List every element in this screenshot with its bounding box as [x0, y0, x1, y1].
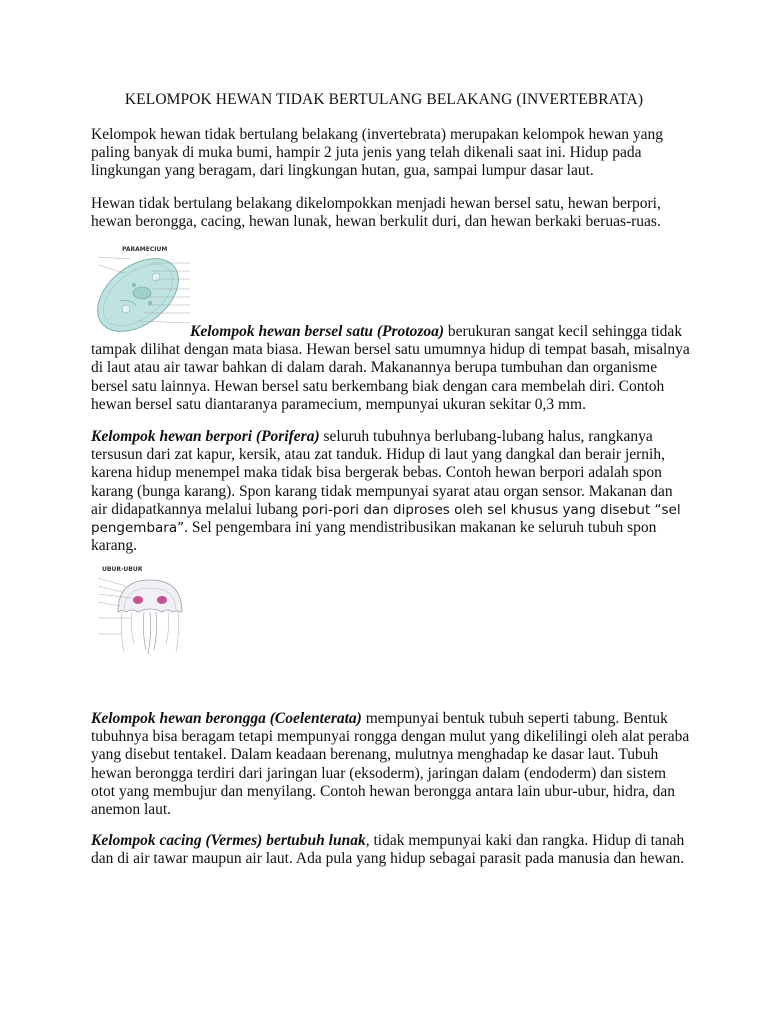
- coelenterata-heading: Kelompok hewan berongga (Coelenterata): [91, 710, 362, 727]
- vermes-text: , tidak mempunyai kaki dan rangka. Hidup di tanah dan di air tawar maupun air laut. Ada pula yang hidup sebagai parasit pada manusia dan hewan.: [91, 832, 685, 868]
- document-title: KELOMPOK HEWAN TIDAK BERTULANG BELAKANG (INVERTEBRATA): [124, 91, 644, 108]
- intro-paragraph-1: Kelompok hewan tidak bertulang belakang (invertebrata) merupakan kelompok hewan yang paling banyak di muka bumi, hampir 2 juta jenis yang telah dikenali saat ini. Hidup pada lingkungan yang beragam, dari lingkungan hutan, gua, sampai lumpur dasar laut.: [91, 126, 664, 180]
- porifera-text: seluruh tubuhnya berlubang-lubang halus, rangkanya tersusun dari zat kapur, kersik, atau zat tanduk. Hidup di laut yang dangkal dan berair jernih, karena hidup menempel maka tidak bisa bergerak bebas. Contoh hewan berpori adalah spon karang (bunga karang). Spon karang tidak mempunyai syarat atau organ sensor. Makanan dan air didapatkannya melalui lubang: [91, 428, 673, 518]
- porifera-paragraph: [91, 428, 691, 555]
- vermes-heading: Kelompok cacing (Vermes) bertubuh lunak: [91, 832, 366, 849]
- paramecium-illustration: [90, 243, 202, 335]
- porifera-heading: Kelompok hewan berpori (Porifera): [91, 428, 320, 445]
- intro-paragraph-2: Hewan tidak bertulang belakang dikelompokkan menjadi hewan bersel satu, hewan berpori, hewan berongga, cacing, hewan lunak, hewan berkulit duri, dan hewan berkaki beruas-ruas.: [91, 195, 661, 231]
- porifera-text-end: . Sel pengembara ini yang mendistribusikan makanan ke seluruh tubuh spon karang.: [91, 519, 657, 555]
- protozoa-paragraph: [91, 323, 691, 414]
- jellyfish-figure-title: UBUR-UBUR: [102, 566, 143, 573]
- coelenterata-paragraph: [91, 710, 691, 819]
- porifera-mono-text: pori-pori dan diproses oleh sel khusus yang disebut “sel pengembara”: [91, 501, 681, 537]
- protozoa-heading: Kelompok hewan bersel satu (Protozoa): [190, 323, 445, 340]
- coelenterata-text: mempunyai bentuk tubuh seperti tabung. Bentuk tubuhnya bisa beragam tetapi mempunyai rongga dengan mulut yang dikelilingi oleh alat peraba yang disebut tentakel. Dalam keadaan berenang, mulutnya menghadap ke dasar laut. Tubuh hewan berongga terdiri dari jaringan luar (eksoderm), jaringan dalam (endoderm) dan sistem otot yang membujur dan menyilang. Contoh hewan berongga antara lain ubur-ubur, hidra, dan anemon laut.: [91, 710, 690, 819]
- paramecium-figure-title: PARAMECIUM: [122, 246, 168, 253]
- protozoa-text: berukuran sangat kecil sehingga tidak tampak dilihat dengan mata biasa. Hewan bersel satu umumnya hidup di tempat basah, misalnya di laut atau air tawar bahkan di dalam darah. Makanannya berupa tumbuhan dan organisme bersel satu lainnya. Hewan bersel satu berkembang biak dengan cara membelah diri. Contoh hewan bersel satu diantaranya paramecium, mempunyai ukuran sekitar 0,3 mm.: [91, 323, 690, 413]
- jellyfish-illustration: [92, 562, 192, 662]
- vermes-paragraph: [91, 832, 691, 868]
